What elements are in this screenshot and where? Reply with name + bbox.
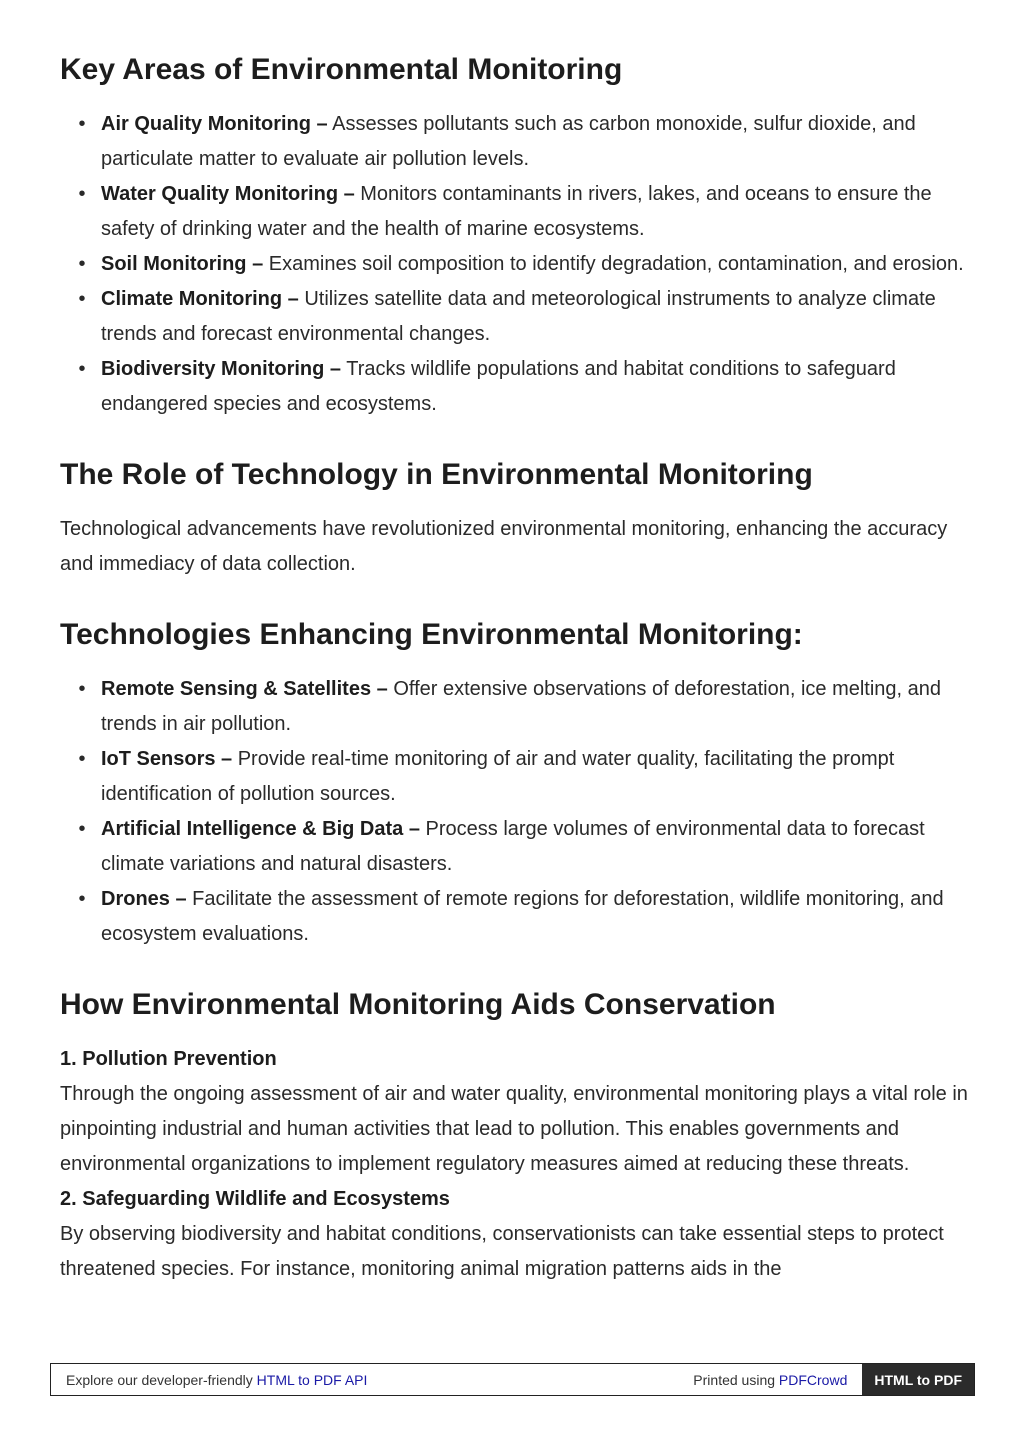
bullet-icon: • bbox=[78, 888, 86, 910]
list-item: • Biodiversity Monitoring – Tracks wildlife populations and habitat conditions to safeguard endangered species and ecosystems. bbox=[60, 352, 970, 422]
list-item: • Remote Sensing & Satellites – Offer extensive observations of deforestation, ice melting, and trends in air pollution. bbox=[60, 672, 970, 742]
list-item: • Artificial Intelligence & Big Data – Process large volumes of environmental data to forecast climate variations and natural disasters. bbox=[60, 812, 970, 882]
safeguarding-wildlife-paragraph: By observing biodiversity and habitat conditions, conservationists can take essential steps to protect threatened species. For instance, monitoring animal migration patterns aids in the bbox=[60, 1223, 944, 1280]
pdfcrowd-link[interactable]: PDFCrowd bbox=[778, 1371, 848, 1388]
footer-left bbox=[51, 1372, 693, 1388]
bullet-icon: • bbox=[78, 748, 86, 770]
list-item: • Air Quality Monitoring – Assesses pollutants such as carbon monoxide, sulfur dioxide, and particulate matter to evaluate air pollution levels. bbox=[60, 107, 970, 177]
pdf-footer-bar bbox=[50, 1363, 975, 1396]
bullet-icon: • bbox=[78, 253, 86, 275]
bullet-icon: • bbox=[78, 358, 86, 380]
key-areas-list bbox=[60, 107, 970, 422]
list-item: • IoT Sensors – Provide real-time monitoring of air and water quality, facilitating the prompt identification of pollution sources. bbox=[60, 742, 970, 812]
list-item: • Climate Monitoring – Utilizes satellite data and meteorological instruments to analyze climate trends and forecast environmental changes. bbox=[60, 282, 970, 352]
subheading-pollution-prevention: 1. Pollution Prevention bbox=[60, 1048, 277, 1070]
footer-mid bbox=[693, 1372, 862, 1388]
document-page bbox=[60, 50, 970, 1287]
list-item: • Water Quality Monitoring – Monitors contaminants in rivers, lakes, and oceans to ensure the safety of drinking water and the health of marine ecosystems. bbox=[60, 177, 970, 247]
bullet-icon: • bbox=[78, 288, 86, 310]
footer-mid-text: Printed using bbox=[693, 1371, 779, 1388]
list-item: • Soil Monitoring – Examines soil composition to identify degradation, contamination, and erosion. bbox=[60, 247, 970, 282]
bullet-icon: • bbox=[78, 678, 86, 700]
bullet-icon: • bbox=[78, 183, 86, 205]
technologies-list bbox=[60, 672, 970, 952]
html-to-pdf-api-link[interactable]: HTML to PDF API bbox=[256, 1371, 368, 1388]
bullet-icon: • bbox=[78, 818, 86, 840]
heading-conservation: How Environmental Monitoring Aids Conservation bbox=[60, 988, 776, 1021]
bullet-icon: • bbox=[78, 113, 86, 135]
subheading-safeguarding-wildlife: 2. Safeguarding Wildlife and Ecosystems bbox=[60, 1188, 450, 1210]
pollution-prevention-paragraph: Through the ongoing assessment of air and water quality, environmental monitoring plays a vital role in pinpointing industrial and human activities that lead to pollution. This enables governments and environmental organizations to implement regulatory measures aimed at reducing these threats. bbox=[60, 1083, 968, 1175]
list-item: • Drones – Facilitate the assessment of remote regions for deforestation, wildlife monitoring, and ecosystem evaluations. bbox=[60, 882, 970, 952]
heading-role-of-technology: The Role of Technology in Environmental Monitoring bbox=[60, 458, 813, 491]
heading-technologies-enhancing: Technologies Enhancing Environmental Monitoring: bbox=[60, 618, 803, 651]
footer-left-text: Explore our developer-friendly bbox=[66, 1371, 257, 1388]
html-to-pdf-badge-button[interactable]: HTML to PDF bbox=[862, 1364, 974, 1395]
heading-key-areas: Key Areas of Environmental Monitoring bbox=[60, 53, 623, 86]
role-of-technology-paragraph: Technological advancements have revolutionized environmental monitoring, enhancing the accuracy and immediacy of data collection. bbox=[60, 518, 948, 575]
